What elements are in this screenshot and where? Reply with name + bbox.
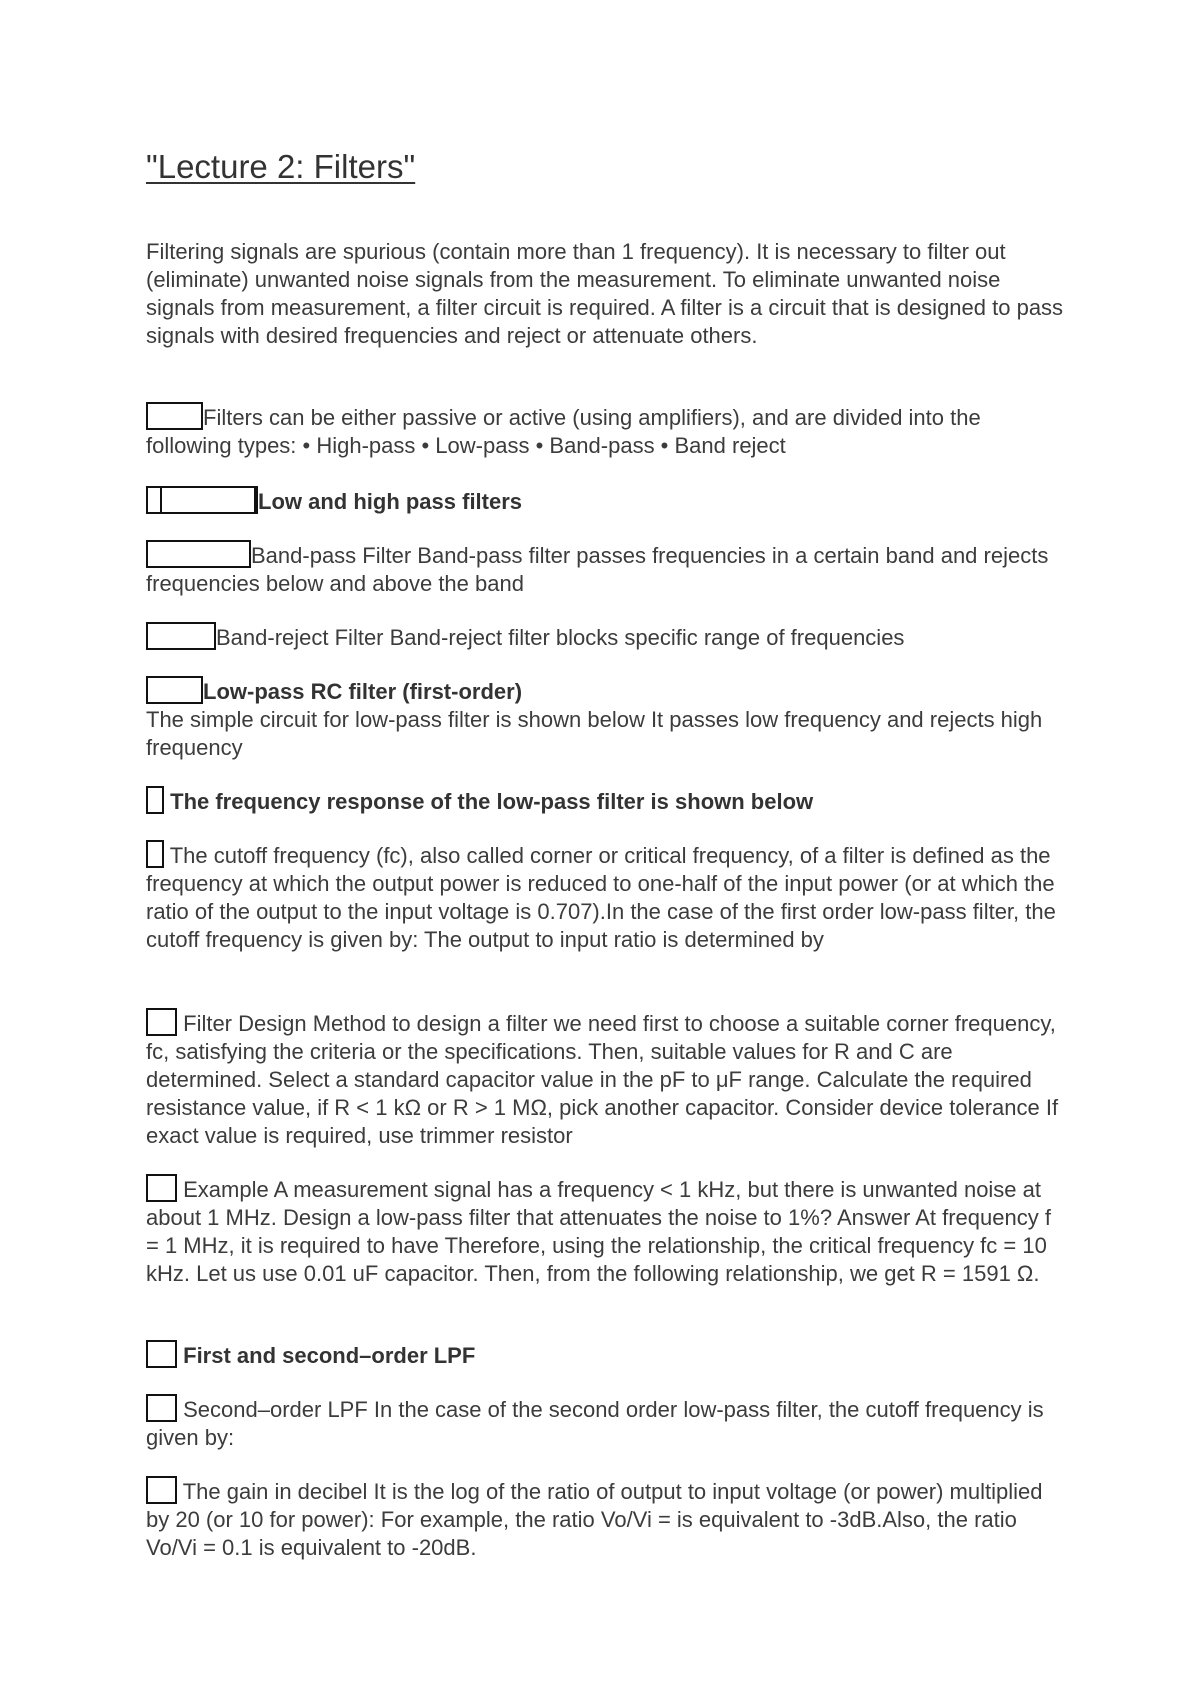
placeholder-box — [146, 676, 203, 704]
placeholder-box — [146, 840, 164, 868]
intro-paragraph: Filtering signals are spurious (contain more than 1 frequency). It is necessary to filter out (eliminate) unwanted noise signals from the measurement. To eliminate unwanted noise signals from measurement, a filter circuit is required. A filter is a circuit that is designed to pass signals with desired frequencies and reject or attenuate others. — [146, 239, 1064, 348]
filter-types-text: Filters can be either passive or active (using amplifiers), and are divided into the following types: • High-pass • Low-pass • Band-pass • Band reject — [146, 405, 981, 458]
band-pass-text: Band-pass Filter Band-pass filter passes frequencies in a certain band and rejects frequencies below and above the band — [146, 543, 1049, 596]
placeholder-box — [146, 1340, 177, 1368]
gain-decibel-paragraph — [146, 1476, 1066, 1562]
frequency-response-heading — [146, 786, 1066, 816]
low-high-pass-text: Low and high pass filters — [258, 489, 523, 514]
first-second-order-heading — [146, 1340, 1066, 1370]
first-second-order-text: First and second–order LPF — [183, 1343, 476, 1368]
gain-decibel-text: The gain in decibel It is the log of the ratio of output to input voltage (or power) multiplied by 20 (or 10 for power): For example, the ratio Vo/Vi = is equivalent to -3dB.Also, the ratio Vo/Vi = 0.1 is equivalent to -20dB. — [146, 1479, 1043, 1560]
placeholder-box — [146, 1008, 177, 1036]
placeholder-box — [146, 1174, 177, 1202]
band-reject-paragraph — [146, 622, 1066, 652]
cutoff-frequency-paragraph — [146, 840, 1066, 954]
example-paragraph — [146, 1174, 1066, 1288]
placeholder-box — [146, 486, 258, 514]
cutoff-frequency-text: The cutoff frequency (fc), also called corner or critical frequency, of a filter is defined as the frequency at which the output power is reduced to one-half of the input power (or at which the ratio of the output to the input voltage is 0.707).In the case of the first order low-pass filter, the cutoff frequency is given by: The output to input ratio is determined by — [146, 843, 1056, 952]
low-pass-rc-text: The simple circuit for low-pass filter is shown below It passes low frequency and rejects high frequency — [146, 707, 1043, 760]
low-high-pass-heading — [146, 486, 1066, 516]
placeholder-box — [146, 786, 164, 814]
band-reject-text: Band-reject Filter Band-reject filter blocks specific range of frequencies — [216, 625, 905, 650]
low-pass-rc-heading — [146, 676, 1066, 706]
filter-types-paragraph — [146, 402, 1066, 460]
document-title: "Lecture 2: Filters" — [146, 148, 416, 185]
placeholder-box — [146, 622, 216, 650]
second-order-lpf-text: Second–order LPF In the case of the second order low-pass filter, the cutoff frequency is given by: — [146, 1397, 1044, 1450]
placeholder-box — [146, 1394, 177, 1422]
low-pass-rc-heading-text: Low-pass RC filter (first-order) — [203, 679, 523, 704]
filter-design-text: Filter Design Method to design a filter we need first to choose a suitable corner frequency, fc, satisfying the criteria or the specifications. Then, suitable values for R and C are determined. Select a standard capacitor value in the pF to μF range. Calculate the required resistance value, if R < 1 kΩ or R > 1 MΩ, pick another capacitor. Consider device tolerance If exact value is required, use trimmer resistor — [146, 1011, 1059, 1148]
placeholder-box — [146, 402, 203, 430]
low-pass-rc-section — [146, 676, 1066, 762]
second-order-lpf-paragraph — [146, 1394, 1066, 1452]
band-pass-paragraph — [146, 540, 1066, 598]
frequency-response-text: The frequency response of the low-pass filter is shown below — [170, 789, 814, 814]
placeholder-box — [146, 1476, 177, 1504]
placeholder-box — [146, 540, 251, 568]
filter-design-paragraph — [146, 1008, 1066, 1150]
example-text: Example A measurement signal has a frequency < 1 kHz, but there is unwanted noise at about 1 MHz. Design a low-pass filter that attenuates the noise to 1%? Answer At frequency f = 1 MHz, it is required to have Therefore, using the relationship, the critical frequency fc = 10 kHz. Let us use 0.01 uF capacitor. Then, from the following relationship, we get R = 1591 Ω. — [146, 1177, 1051, 1286]
